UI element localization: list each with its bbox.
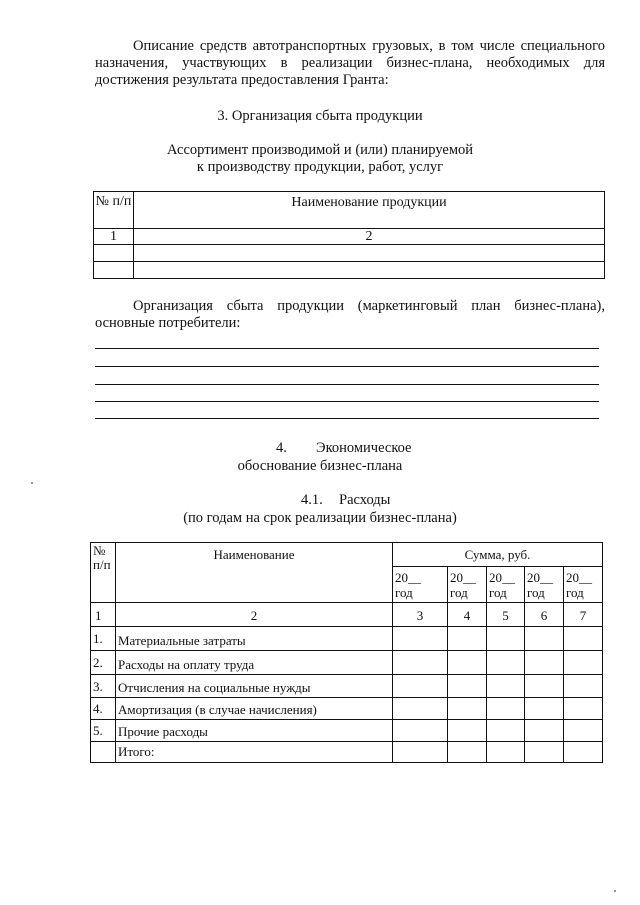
row-name: Итого:: [116, 742, 393, 763]
expenses-colnum-5: 5: [487, 603, 525, 627]
table-row: [91, 742, 603, 763]
expenses-name-header: Наименование: [116, 543, 393, 603]
section41-subtitle: (по годам на срок реализации бизнес-плана): [183, 510, 457, 526]
marketing-text: Организация сбыта продукции (маркетинговый план бизнес-плана), основные потребители:: [95, 298, 605, 331]
expenses-colnum-7: 7: [564, 603, 603, 627]
table-row: [91, 675, 603, 698]
section41-title: Расходы: [339, 492, 391, 508]
section4-title-line2: обоснование бизнес-плана: [237, 458, 403, 474]
expenses-year-col-1: [393, 567, 448, 603]
year-prefix: 20__: [566, 570, 592, 585]
intro-text: Описание средств автотранспортных грузовых, в том числе специального назначения, участвующих в реализации бизнес-плана, необходимых для достижения результата предоставления Гранта:: [95, 38, 605, 88]
row-number: [91, 742, 116, 763]
blank-line: [95, 384, 599, 385]
section4-title-line1: Экономическое: [316, 440, 412, 456]
expenses-year-col-2: [448, 567, 487, 603]
year-prefix: 20__: [489, 570, 515, 585]
year-suffix: год: [489, 585, 507, 600]
row-name: Отчисления на социальные нужды: [116, 675, 393, 698]
product-table-name-header: Наименование продукции: [134, 192, 605, 229]
section3-subtitle-line1: Ассортимент производимой и (или) планируемой: [166, 142, 474, 158]
year-suffix: год: [395, 585, 413, 600]
product-table-num-header: № п/п: [94, 192, 134, 229]
expenses-colnum-3: 3: [393, 603, 448, 627]
year-suffix: год: [450, 585, 468, 600]
blank-line: [95, 418, 599, 419]
section3-title: 3. Организация сбыта продукции: [217, 108, 423, 124]
expenses-num-header: № п/п: [91, 543, 116, 603]
scan-speck: [31, 482, 33, 484]
year-prefix: 20__: [527, 570, 553, 585]
row-number: 5.: [91, 720, 116, 742]
blank-line: [95, 401, 599, 402]
scan-speck: [614, 890, 616, 892]
row-number: 4.: [91, 698, 116, 720]
expenses-colnum-1: 1: [91, 603, 116, 627]
intro-paragraph: [95, 38, 605, 89]
year-suffix: год: [566, 585, 584, 600]
expenses-colnum-4: 4: [448, 603, 487, 627]
expenses-year-col-4: [525, 567, 564, 603]
row-number: 2.: [91, 651, 116, 675]
expenses-year-col-3: [487, 567, 525, 603]
row-name: Материальные затраты: [116, 627, 393, 651]
section41-number: 4.1.: [301, 492, 323, 508]
table-row: [91, 627, 603, 651]
expenses-year-col-5: [564, 567, 603, 603]
expenses-table: [90, 542, 603, 763]
row-number: 3.: [91, 675, 116, 698]
row-name: Прочие расходы: [116, 720, 393, 742]
table-row: [91, 651, 603, 675]
blank-line: [95, 348, 599, 349]
section3-subtitle-line2: к производству продукции, работ, услуг: [196, 159, 444, 175]
product-table-row: [94, 262, 605, 279]
row-name: Амортизация (в случае начисления): [116, 698, 393, 720]
expenses-sum-header: Сумма, руб.: [393, 543, 603, 567]
row-number: 1.: [91, 627, 116, 651]
section4-number: 4.: [276, 440, 287, 456]
expenses-colnum-6: 6: [525, 603, 564, 627]
product-table-row: [94, 245, 605, 262]
table-row: [91, 720, 603, 742]
year-prefix: 20__: [395, 570, 421, 585]
blank-line: [95, 366, 599, 367]
product-table: [93, 191, 605, 279]
product-table-colnum-1: 1: [94, 229, 134, 245]
expenses-colnum-2: 2: [116, 603, 393, 627]
marketing-paragraph: [95, 298, 605, 332]
row-name: Расходы на оплату труда: [116, 651, 393, 675]
table-row: [91, 698, 603, 720]
product-table-colnum-2: 2: [134, 229, 605, 245]
year-suffix: год: [527, 585, 545, 600]
year-prefix: 20__: [450, 570, 476, 585]
